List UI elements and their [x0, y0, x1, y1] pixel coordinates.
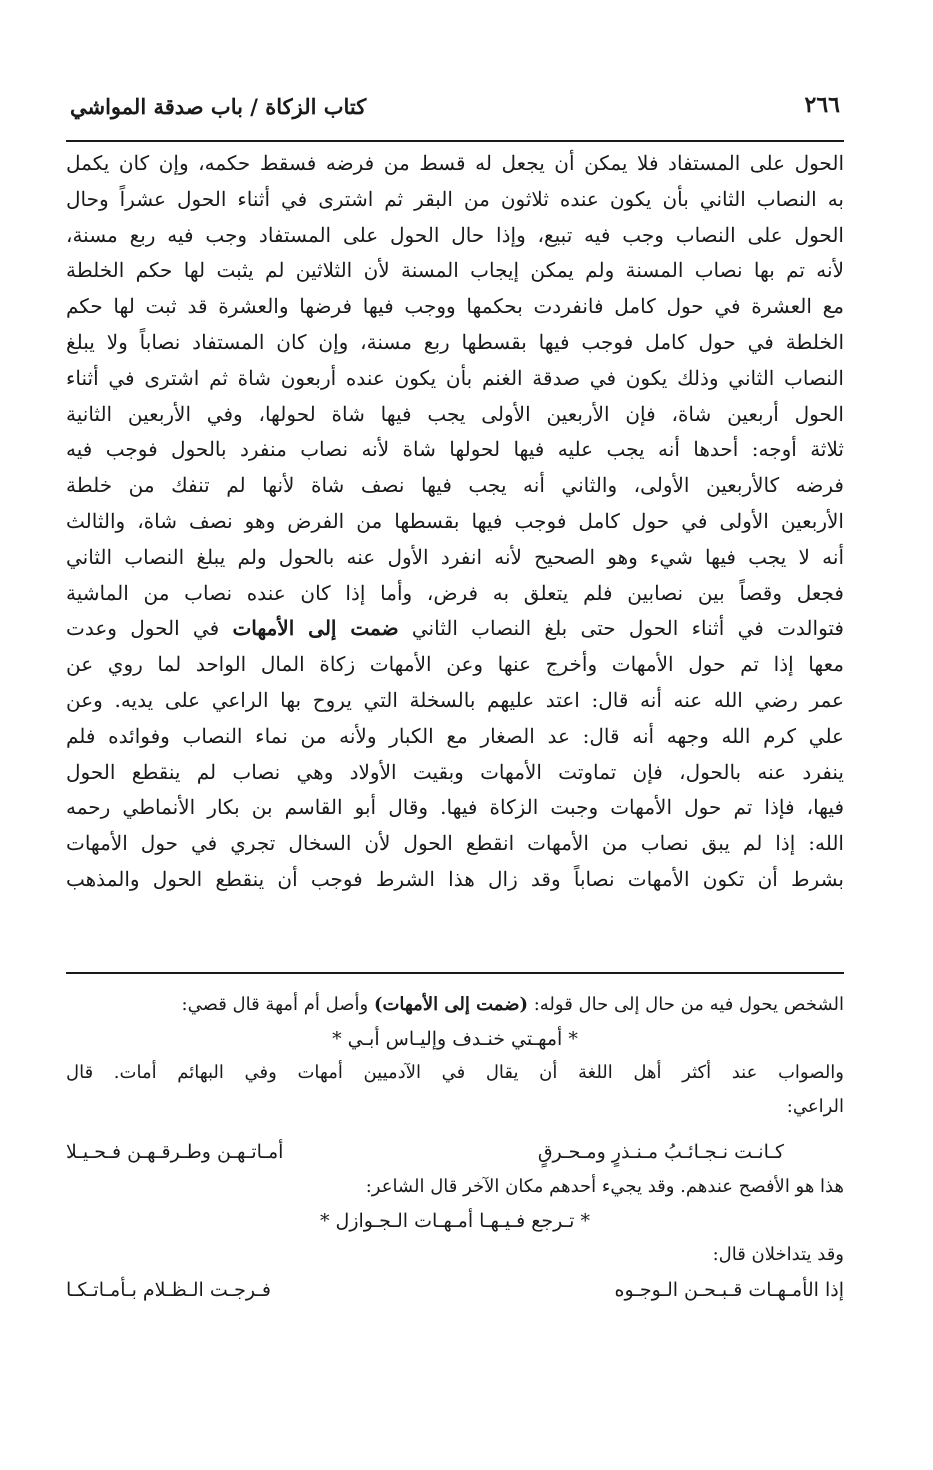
bold-phrase: ضمت إلى الأمهات [232, 616, 399, 641]
text-run: الشخص يحول فيه من حال إلى حال قوله: [528, 994, 844, 1015]
text-line: أنه لا يجب فيها شيء وهو الصحيح لأنه انفرد الأول عنه بالحول ولم يبلغ النصاب الثاني [66, 544, 844, 569]
text-line: فيها، فإذا تم حول الأمهات وجبت الزكاة فيها. وقال أبو القاسم بن بكار الأنماطي رحمه [66, 795, 844, 820]
text-line: الخلطة في حول كامل فوجب فيها بقسطها ربع مسنة، وإن كان المستفاد نصاباً ولا يبلغ [66, 329, 844, 354]
footnote-line: والصواب عند أكثر أهل اللغة أن يقال في الآدميين أمهات وفي البهائم أمات. قال [66, 1062, 844, 1083]
text-line: الحول على المستفاد فلا يمكن أن يجعل له قسط من فرضه فسقط حكمه، وإن كان يكمل [66, 151, 844, 175]
text-line: معها إذا تم حول الأمهات وأخرج عنها وعن الأمهات زكاة المال الواحد لما روي عن [66, 652, 844, 677]
verse-hemistich-first: كـانـت نـجـائـبُ مـنـذرٍ ومـحـرقٍ [537, 1141, 784, 1163]
verse-line: * تـرجع فـيـهـا أمـهـات الـجـوازل * [319, 1210, 591, 1232]
text-line: مع العشرة في حول كامل فانفردت بحكمها ووجب فيها فرضها والعشرة قد ثبت لها حكم [66, 294, 844, 319]
footnote-line-with-bold [66, 988, 844, 1022]
bold-phrase: (ضمت إلى الأمهات) [373, 994, 528, 1015]
page-number: ٢٦٦ [804, 92, 840, 118]
footnote-line: وقد يتداخلان قال: [712, 1244, 844, 1265]
verse-couplet [66, 1134, 844, 1170]
spacer [66, 1124, 844, 1134]
text-line: لأنه تم بها نصاب المسنة ولم يمكن إيجاب المسنة لأن الثلاثين لم يثبت لها حكم الخلطة [66, 258, 844, 283]
verse-couplet [66, 1272, 844, 1308]
verse-hemistich-first: إذا الأمـهـات قـبـحـن الـوجـوه [614, 1279, 844, 1301]
verse-hemistich-second: فـرجـت الـظـلام بـأمـاتـكـا [66, 1279, 271, 1301]
verse-line: * أمهـتي خنـدف وإليـاس أبـي * [332, 1028, 578, 1050]
text-line: عمر رضي الله عنه أنه قال: اعتد عليهم بالسخلة التي يروح بها الراعي على يديه. وعن [66, 687, 844, 712]
text-line: ثلاثة أوجه: أحدها أنه يجب عليه فيها لحولها شاة لأنه نصاب منفرد بالحول فوجب فيه [66, 437, 844, 462]
main-text [66, 146, 844, 898]
header-rule [66, 140, 844, 142]
footnote-rule [66, 972, 844, 974]
verse-hemistich-second: أمـاتـهـن وطـرقـهـن فـحـيـلا [66, 1141, 284, 1163]
footnotes [66, 988, 844, 1308]
text-line: به النصاب الثاني بأن يكون عنده ثلاثون من البقر ثم اشترى في أثناء الحول عشراً وحال [66, 186, 844, 211]
page-header [70, 92, 840, 132]
text-line-with-bold [66, 611, 844, 647]
text-line: الله: إذا لم يبق نصاب من الأمهات انقطع الحول لأن السخال تجري في حول الأمهات [66, 831, 844, 856]
text-line: فجعل وقصاً بين نصابين فلم يتعلق به فرض، وأما إذا كان عنده نصاب من الماشية [66, 580, 844, 605]
text-run: وأصل أم أمهة قال قصي: [181, 994, 374, 1015]
footnote-line: هذا هو الأفصح عندهم. وقد يجيء أحدهم مكان الآخر قال الشاعر: [365, 1176, 844, 1197]
text-line: الحول على النصاب وجب فيه تبيع، وإذا حال الحول على المستفاد وجب فيه ربع مسنة، [66, 222, 844, 247]
text-run: في الحول وعدت [66, 616, 233, 641]
text-line: الحول أربعين شاة، فإن الأربعين الأولى يجب فيها شاة لحولها، وفي الأربعين الثانية [66, 401, 844, 426]
running-head: كتاب الزكاة / باب صدقة المواشي [70, 94, 367, 119]
text-line: فرضه كالأربعين الأولى، والثاني أنه يجب فيها نصف شاة لأنها لم تنفك من خلطة [66, 473, 844, 498]
text-line: الأربعين الأولى في حول كامل فوجب فيها بقسطها من الفرض وهو نصف شاة، والثالث [66, 508, 844, 533]
footnote-line: الراعي: [786, 1096, 844, 1117]
text-line: بشرط أن تكون الأمهات نصاباً وقد زال هذا الشرط فوجب أن ينقطع الحول والمذهب [66, 866, 844, 891]
text-line: علي كرم الله وجهه أنه قال: عد الصغار مع الكبار ولأنه من نماء النصاب وفوائده فلم [66, 723, 844, 748]
text-run: فتوالدت في أثناء الحول حتى بلغ النصاب الثاني [398, 616, 844, 641]
text-line: ينفرد عنه بالحول، فإن تماوتت الأمهات وبقيت الأولاد وهي نصاب لم ينقطع الحول [66, 759, 844, 784]
text-line: النصاب الثاني وذلك يكون في صدقة الغنم بأن يكون عنده أربعون شاة ثم اشترى في أثناء [66, 365, 844, 390]
